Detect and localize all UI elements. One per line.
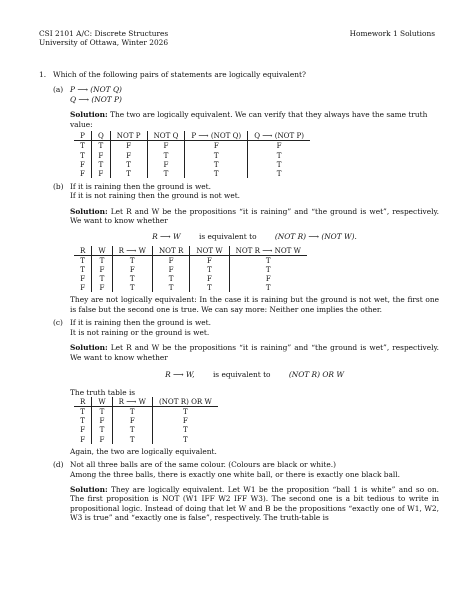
table-cell: T: [112, 407, 152, 417]
part-b: [39, 182, 439, 315]
table-cell: T: [112, 274, 152, 283]
table-cell: F: [147, 141, 185, 151]
table-row: [74, 283, 307, 292]
table-body: [74, 141, 310, 178]
table-row: [74, 274, 307, 283]
table-row: [74, 265, 307, 274]
table-cell: F: [74, 435, 92, 444]
truth-table-a: [74, 131, 310, 177]
table-cell: T: [152, 283, 189, 292]
table-cell: T: [112, 283, 152, 292]
table-cell: T: [110, 160, 147, 169]
table-cell: F: [92, 265, 112, 274]
table-cell: F: [74, 425, 92, 434]
table-cell: F: [74, 169, 91, 178]
table-header: NOT Q: [147, 131, 185, 141]
truth-table-c: [74, 397, 218, 443]
table-cell: T: [74, 265, 92, 274]
page-header: [39, 29, 435, 48]
table-header: NOT R ⟶ NOT W: [229, 246, 307, 256]
table-row: [74, 160, 310, 169]
table-cell: F: [74, 274, 92, 283]
solution-text: Let R and W be the propositions “it is raining” and “the ground is wet”, respectively. We want to know whether: [70, 343, 439, 362]
table-row: [74, 151, 310, 160]
part-b-label: (b): [53, 181, 64, 191]
table-cell: F: [92, 416, 112, 425]
table-cell: F: [265, 274, 271, 284]
part-c-statement-1: If it is raining then the ground is wet.: [70, 318, 211, 328]
part-a-label: (a): [53, 85, 64, 95]
equation-middle: is equivalent to: [198, 231, 257, 241]
table-cell: T: [183, 425, 188, 435]
table-cell: F: [152, 256, 189, 266]
table-cell: T: [91, 160, 110, 169]
table-row: [74, 435, 218, 444]
table-row: [74, 256, 307, 266]
table-header: R: [74, 246, 92, 256]
table-cell: F: [147, 160, 185, 169]
table-cell: T: [74, 256, 92, 266]
part-a-statement-1: P ⟶ (NOT Q): [70, 85, 122, 95]
document-title: Homework 1 Solutions: [349, 29, 435, 38]
table-row: [74, 416, 218, 425]
question-prompt: Which of the following pairs of statements are logically equivalent?: [53, 70, 306, 79]
table-cell: T: [112, 425, 152, 434]
table-cell: F: [152, 265, 189, 274]
table-cell: T: [152, 274, 189, 283]
table-cell: T: [183, 407, 188, 417]
table-cell: T: [112, 435, 152, 444]
part-c-solution: [70, 343, 439, 362]
table-cell: T: [276, 168, 282, 178]
part-b-solution: [70, 207, 439, 226]
table-cell: F: [190, 256, 229, 266]
table-header: P ⟶ (NOT Q): [185, 131, 248, 141]
table-body: [74, 407, 218, 444]
equation-left: R ⟶ W,: [165, 370, 195, 380]
table-cell: T: [92, 425, 112, 434]
table-cell: F: [91, 169, 110, 178]
table-header: NOT W: [190, 246, 229, 256]
table-cell: T: [265, 265, 271, 275]
table-cell: F: [92, 435, 112, 444]
equation-left: R ⟶ W: [152, 231, 181, 241]
table-cell: T: [185, 169, 248, 178]
table-cell: F: [74, 160, 91, 169]
table-cell: F: [182, 416, 188, 426]
part-c-statement-2: It is not raining or the ground is wet.: [70, 327, 210, 337]
part-b-statement-2: If it is not raining then the ground is not wet.: [70, 191, 241, 201]
part-b-conclusion: They are not logically equivalent: In the case it is raining but the ground is not wet, the first one is false but the second one is true. We can say more: Neither one implies the other.: [70, 295, 439, 314]
table-header: R ⟶ W: [112, 246, 152, 256]
table-cell: F: [110, 141, 147, 151]
table-cell: T: [74, 416, 92, 425]
table-cell: T: [112, 256, 152, 266]
table-cell: T: [92, 256, 112, 266]
table-cell: T: [185, 160, 248, 169]
part-c: [39, 318, 439, 456]
table-intro: The truth table is: [70, 387, 136, 397]
table-cell: T: [110, 169, 147, 178]
table-header: R ⟶ W: [112, 397, 152, 407]
table-cell: T: [147, 169, 185, 178]
equation-right: (NOT R) ⟶ (NOT W).: [274, 231, 357, 241]
part-d-solution: [70, 485, 439, 523]
table-cell: T: [92, 407, 112, 417]
table-cell: F: [91, 151, 110, 160]
solution-label: Solution:: [70, 206, 108, 216]
table-cell: F: [112, 265, 152, 274]
equivalence-line-c: [70, 370, 439, 379]
solution-label: Solution:: [70, 343, 108, 353]
table-cell: T: [265, 256, 271, 266]
main-content: [39, 70, 439, 523]
solution-text: The two are logically equivalent. We can verify that they always have the same truth value:: [70, 110, 428, 129]
table-header: NOT P: [110, 131, 147, 141]
solution-text: Let R and W be the propositions “it is raining” and “the ground is wet”, respectively. We want to know whether: [70, 206, 439, 226]
university-line: University of Ottawa, Winter 2026: [39, 38, 169, 48]
table-body: [74, 256, 307, 293]
table-header: W: [92, 397, 112, 407]
table-row: [74, 169, 310, 178]
table-cell: T: [265, 283, 271, 293]
table-cell: F: [110, 151, 147, 160]
truth-table-b: [74, 246, 307, 292]
table-cell: F: [92, 283, 112, 292]
solution-text: They are logically equivalent. Let W1 be the proposition “ball 1 is white” and so on. The first proposition is NOT (W1 IFF W2 IFF W3). The second one is a bit tedious to write in propositional logic. Instead of doing that let W and B be the propositions “exactly one of W1, W2, W3 is true” and “exactly one is false”, respectively. The truth-table is: [70, 485, 439, 523]
part-d-statement-2: Among the three balls, there is exactly one white ball, or there is exactly one black ball.: [70, 469, 401, 479]
table-row: [74, 407, 218, 417]
table-header: P: [74, 131, 91, 141]
part-a: [39, 85, 439, 177]
question-number: 1.: [39, 70, 47, 79]
part-d-statement-1: Not all three balls are of the same colour. (Colours are black or white.): [70, 460, 336, 470]
solution-label: Solution:: [70, 110, 108, 120]
table-cell: T: [183, 434, 188, 444]
course-title: CSI 2101 A/C: Discrete Structures: [39, 29, 169, 38]
table-cell: T: [74, 407, 92, 417]
part-d-label: (d): [53, 460, 64, 470]
table-cell: T: [190, 283, 229, 292]
equation-middle: is equivalent to: [212, 370, 271, 380]
table-cell: F: [112, 416, 152, 425]
table-cell: T: [74, 151, 91, 160]
solution-label: Solution:: [70, 485, 108, 495]
part-b-statement-1: If it is raining then the ground is wet.: [70, 181, 211, 191]
table-header: NOT R: [152, 246, 189, 256]
table-row: [74, 141, 310, 151]
table-cell: T: [276, 150, 282, 160]
table-cell: T: [74, 141, 91, 151]
table-row: [74, 425, 218, 434]
table-header: R: [74, 397, 92, 407]
part-a-statement-2: Q ⟶ (NOT P): [70, 94, 122, 104]
question-1: [39, 70, 439, 79]
equation-right: (NOT R) OR W: [288, 370, 344, 380]
table-cell: T: [92, 274, 112, 283]
table-cell: T: [147, 151, 185, 160]
part-a-solution: [70, 110, 439, 129]
table-header: W: [92, 246, 112, 256]
part-c-conclusion: Again, the two are logically equivalent.: [70, 446, 217, 456]
table-cell: T: [91, 141, 110, 151]
part-d: [39, 460, 439, 523]
table-cell: T: [190, 265, 229, 274]
table-header: (NOT R) OR W: [152, 397, 217, 407]
equivalence-line-b: [70, 232, 439, 241]
table-header: Q ⟶ (NOT P): [248, 131, 310, 141]
table-cell: F: [190, 274, 229, 283]
table-cell: F: [276, 141, 282, 151]
table-cell: F: [74, 283, 92, 292]
table-cell: F: [185, 141, 248, 151]
table-header: Q: [91, 131, 110, 141]
part-c-label: (c): [53, 318, 63, 328]
table-cell: T: [276, 159, 282, 169]
table-cell: T: [185, 151, 248, 160]
